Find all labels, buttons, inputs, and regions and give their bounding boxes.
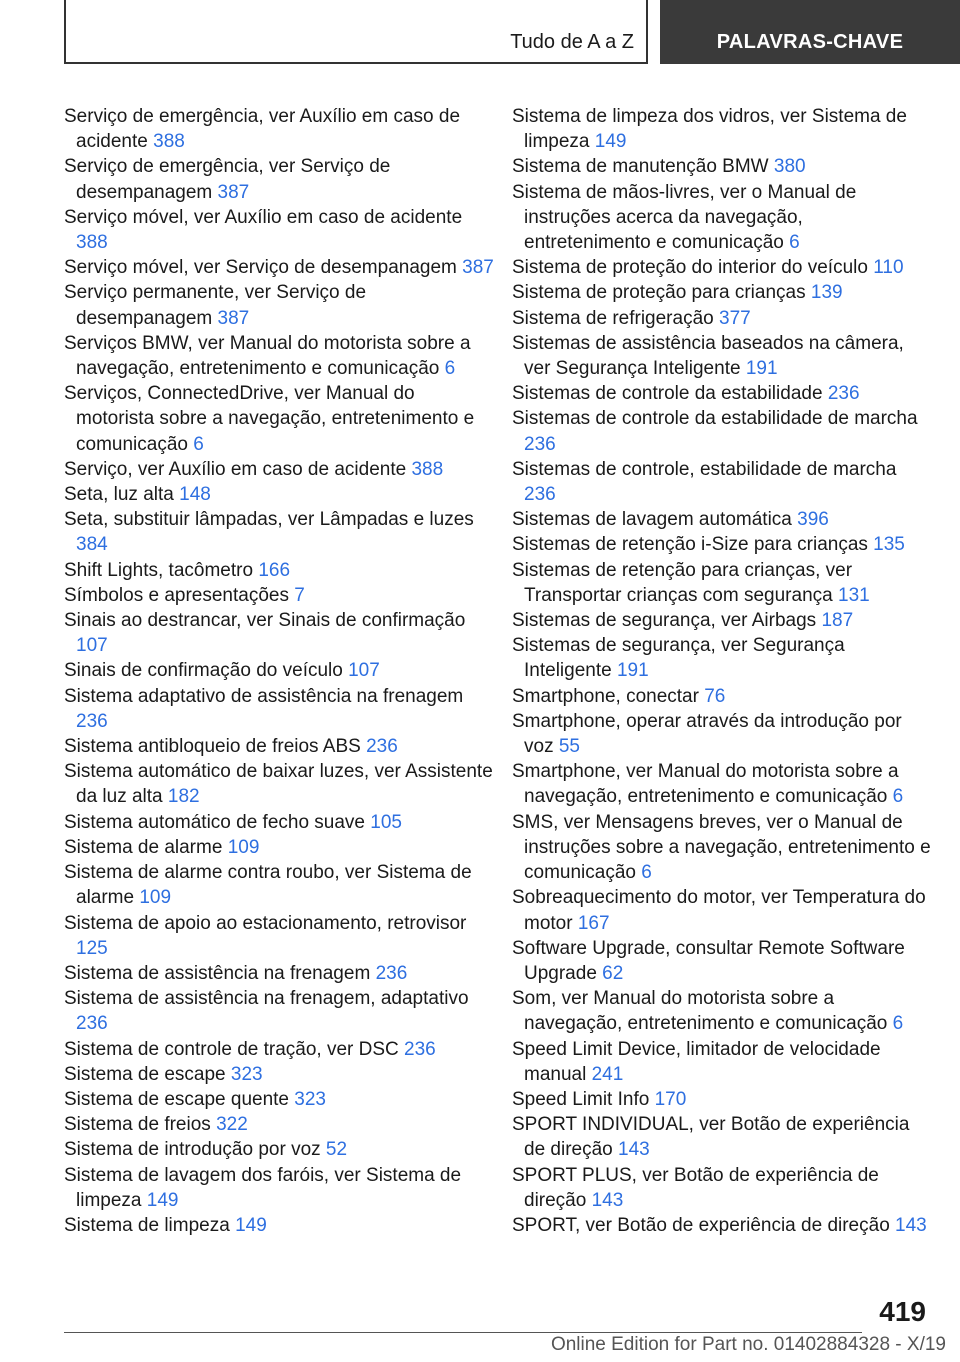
index-entry-text: Sistemas de controle, estabilidade de marcha: [512, 458, 897, 480]
index-entry: [512, 331, 932, 381]
index-entry-text: Sistema de proteção do interior do veículo: [512, 257, 868, 279]
index-entry-text: Speed Limit Device, limitador de velocidade manual: [512, 1038, 881, 1085]
index-entry: [64, 684, 494, 734]
page-reference-link[interactable]: 182: [167, 786, 200, 808]
page-reference-link[interactable]: 236: [366, 736, 398, 758]
index-entry: [512, 1213, 932, 1238]
index-entry: [512, 810, 932, 886]
index-entry: [512, 709, 932, 759]
index-entry-text: Sistema de alarme: [64, 836, 223, 858]
index-entry: [64, 911, 494, 961]
index-entry-text: Sinais ao destrancar, ver Sinais de confirmação: [64, 610, 466, 632]
index-entry: [64, 860, 494, 910]
index-entry: [512, 406, 932, 456]
index-column-right: [512, 104, 932, 1238]
index-entry-text: Sistema automático de fecho suave: [64, 811, 366, 833]
index-entry-text: Sistemas de retenção i-Size para crianças: [512, 534, 868, 556]
index-entry: [64, 482, 494, 507]
index-entry-text: Shift Lights, tacômetro: [64, 559, 254, 581]
page-reference-link[interactable]: 6: [444, 358, 456, 380]
page-reference-link[interactable]: 323: [294, 1088, 326, 1110]
index-entry: [512, 759, 932, 809]
index-entry: [64, 759, 494, 809]
page-reference-link[interactable]: 191: [616, 660, 649, 682]
index-entry: [64, 1037, 494, 1062]
index-entry-text: Serviço móvel, ver Auxílio em caso de acidente: [64, 206, 463, 228]
index-entry: [512, 558, 932, 608]
page-reference-link[interactable]: 148: [179, 484, 211, 506]
index-entry-text: Sistema de assistência na frenagem, adaptativo: [64, 988, 469, 1010]
page-reference-link[interactable]: 149: [235, 1214, 267, 1236]
index-entry: [512, 306, 932, 331]
index-entry-text: Sistemas de segurança, ver Segurança Inteligente: [512, 635, 845, 682]
index-entry-text: Sistemas de retenção para crianças, ver Transportar crianças com segurança: [512, 559, 853, 606]
index-entry-text: Serviço permanente, ver Serviço de desempanagem: [64, 282, 367, 329]
index-entry-text: Sistema de assistência na frenagem: [64, 962, 371, 984]
page-reference-link[interactable]: 143: [618, 1139, 650, 1161]
index-entry-text: Serviço de emergência, ver Auxílio em caso de acidente: [64, 106, 461, 153]
page-reference-link[interactable]: 143: [591, 1189, 624, 1211]
index-entry-text: Sistemas de controle da estabilidade: [512, 383, 823, 405]
page-reference-link[interactable]: 125: [76, 937, 108, 959]
index-entry-text: Símbolos e apresentações: [64, 584, 289, 606]
index-entry: [512, 457, 932, 507]
index-entry: [64, 1137, 494, 1162]
page-reference-link[interactable]: 143: [895, 1214, 927, 1236]
index-entry: [64, 331, 494, 381]
page-reference-link[interactable]: 377: [719, 307, 751, 329]
page-reference-link[interactable]: 170: [654, 1088, 687, 1110]
page-reference-link[interactable]: 236: [827, 383, 860, 405]
index-entry-text: Sistema de refrigeração: [512, 307, 714, 329]
index-entry: [64, 734, 494, 759]
index-entry: [64, 658, 494, 683]
page-reference-link[interactable]: 236: [76, 710, 108, 732]
index-entry-text: Seta, luz alta: [64, 484, 174, 506]
page-reference-link[interactable]: 384: [76, 534, 108, 556]
index-entry: [64, 1087, 494, 1112]
index-entry: [512, 936, 932, 986]
page-reference-link[interactable]: 187: [821, 610, 854, 632]
page-reference-link[interactable]: 6: [892, 786, 904, 808]
index-entry: [512, 104, 932, 154]
index-entry: [64, 280, 494, 330]
page-reference-link[interactable]: 236: [404, 1038, 436, 1060]
index-entry: [512, 1112, 932, 1162]
index-entry: [64, 835, 494, 860]
index-entry-text: Sistema adaptativo de assistência na frenagem: [64, 685, 464, 707]
page-reference-link[interactable]: 387: [217, 181, 250, 203]
index-entry: [512, 507, 932, 532]
page-reference-link[interactable]: 52: [325, 1139, 348, 1161]
index-entry-text: Smartphone, conectar: [512, 685, 699, 707]
footer-divider: [64, 1332, 862, 1333]
index-entry: [512, 381, 932, 406]
index-entry: [512, 1163, 932, 1213]
index-entry-text: Serviço de emergência, ver Serviço de desempanagem: [64, 156, 391, 203]
page-reference-link[interactable]: 131: [838, 584, 870, 606]
index-entry: [512, 986, 932, 1036]
index-entry: [64, 255, 494, 280]
header-tab-keywords: PALAVRAS-CHAVE: [660, 0, 960, 64]
index-entry-text: Sistema de manutenção BMW: [512, 156, 769, 178]
page-reference-link[interactable]: 236: [76, 1013, 108, 1035]
index-entry-text: Sistemas de lavagem automática: [512, 509, 792, 531]
index-entry-text: Sistema automático de baixar luzes, ver Assistente da luz alta: [64, 761, 493, 808]
index-entry: [64, 810, 494, 835]
page-reference-link[interactable]: 110: [873, 257, 904, 279]
index-entry: [512, 633, 932, 683]
index-entry: [64, 961, 494, 986]
page-reference-link[interactable]: 236: [524, 484, 556, 506]
index-entry: [64, 1112, 494, 1137]
page-reference-link[interactable]: 236: [524, 433, 556, 455]
index-entry-text: Sistema de apoio ao estacionamento, retrovisor: [64, 912, 467, 934]
index-entry: [512, 1087, 932, 1112]
index-entry-text: Sistema de limpeza dos vidros, ver Sistema de limpeza: [512, 106, 907, 153]
index-entry: [64, 104, 494, 154]
index-entry: [64, 986, 494, 1036]
index-entry-text: Sistema antibloqueio de freios ABS: [64, 736, 361, 758]
page-reference-link[interactable]: 166: [258, 559, 291, 581]
index-entry: [64, 205, 494, 255]
index-entry-text: Sistema de mãos-livres, ver o Manual de instruções acerca da navegação, entretenimento e comunicação: [512, 181, 857, 254]
index-entry: [64, 1213, 494, 1238]
page-reference-link[interactable]: 396: [797, 509, 829, 531]
page-reference-link[interactable]: 388: [411, 458, 444, 480]
page-reference-link[interactable]: 167: [577, 912, 610, 934]
index-entry: [512, 154, 932, 179]
index-entry: [512, 255, 932, 280]
index-entry: [512, 1037, 932, 1087]
page-reference-link[interactable]: 323: [230, 1063, 263, 1085]
index-entry-text: Som, ver Manual do motorista sobre a navegação, entretenimento e comunicação: [512, 988, 888, 1035]
page-reference-link[interactable]: 55: [558, 736, 580, 758]
page-reference-link[interactable]: 76: [704, 685, 726, 707]
index-entry-text: Smartphone, ver Manual do motorista sobre a navegação, entretenimento e comunicação: [512, 761, 899, 808]
index-entry-text: Serviço móvel, ver Serviço de desempanagem: [64, 257, 457, 279]
page-reference-link[interactable]: 109: [227, 836, 260, 858]
page-reference-link[interactable]: 6: [641, 862, 652, 884]
index-entry-text: Sistema de limpeza: [64, 1214, 230, 1236]
index-entry-text: Sistema de escape quente: [64, 1088, 289, 1110]
index-entry-text: Software Upgrade, consultar Remote Software Upgrade: [512, 937, 905, 984]
index-entry-text: Sistema de controle de tração, ver DSC: [64, 1038, 399, 1060]
index-entry: [64, 507, 494, 557]
page-reference-link[interactable]: 6: [892, 1013, 904, 1035]
index-entry-text: SMS, ver Mensagens breves, ver o Manual de instruções sobre a navegação, entretenimento e comunicação: [512, 811, 931, 884]
page-reference-link[interactable]: 236: [375, 962, 408, 984]
page-reference-link[interactable]: 105: [370, 811, 402, 833]
page-reference-link[interactable]: 135: [873, 534, 905, 556]
page-reference-link[interactable]: 241: [591, 1063, 624, 1085]
footer-edition: Online Edition for Part no. 01402884328 - X/19: [550, 1334, 946, 1355]
page-reference-link[interactable]: 322: [216, 1114, 248, 1136]
index-entry-text: Sistema de proteção para crianças: [512, 282, 806, 304]
index-entry-text: Serviço, ver Auxílio em caso de acidente: [64, 458, 407, 480]
page-reference-link[interactable]: 387: [462, 257, 494, 279]
page-reference-link[interactable]: 107: [76, 635, 108, 657]
index-entry-text: Sistemas de segurança, ver Airbags: [512, 610, 817, 632]
index-entry-text: SPORT PLUS, ver Botão de experiência de direção: [512, 1164, 879, 1211]
index-entry-text: Sistema de lavagem dos faróis, ver Sistema de limpeza: [64, 1164, 462, 1211]
index-entry: [64, 1062, 494, 1087]
index-entry-text: Sistemas de assistência baseados na câmera, ver Segurança Inteligente: [512, 332, 904, 380]
index-entry: [64, 583, 494, 608]
page-reference-link[interactable]: 380: [773, 156, 806, 178]
index-entry-text: Serviços BMW, ver Manual do motorista sobre a navegação, entretenimento e comunicação: [64, 332, 471, 380]
index-entry-text: Sinais de confirmação do veículo: [64, 660, 343, 682]
index-entry-text: SPORT INDIVIDUAL, ver Botão de experiência de direção: [512, 1114, 910, 1161]
index-entry: [64, 608, 494, 658]
index-entry-text: SPORT, ver Botão de experiência de direção: [512, 1214, 890, 1236]
page-reference-link[interactable]: 139: [810, 282, 843, 304]
index-entry: [512, 684, 932, 709]
index-entry: [64, 558, 494, 583]
index-entry-text: Speed Limit Info: [512, 1088, 650, 1110]
page-reference-link[interactable]: 387: [217, 307, 250, 329]
index-entry: [512, 180, 932, 256]
index-entry-text: Sistema de introdução por voz: [64, 1139, 321, 1161]
page-reference-link[interactable]: 109: [139, 887, 172, 909]
page-reference-link[interactable]: 107: [348, 660, 380, 682]
page-reference-link[interactable]: 149: [146, 1189, 179, 1211]
index-entry: [512, 280, 932, 305]
index-entry-text: Sobreaquecimento do motor, ver Temperatura do motor: [512, 887, 926, 934]
section-title: Tudo de A a Z: [510, 31, 634, 53]
page-reference-link[interactable]: 62: [602, 962, 624, 984]
index-entry: [64, 381, 494, 457]
page-reference-link[interactable]: 388: [76, 232, 108, 254]
page-reference-link[interactable]: 191: [745, 358, 778, 380]
index-entry-text: Sistema de escape: [64, 1063, 226, 1085]
index-entry: [512, 885, 932, 935]
index-entry: [512, 608, 932, 633]
index-entry-text: Serviços, ConnectedDrive, ver Manual do motorista sobre a navegação, entretenimento e comunicação: [64, 383, 475, 455]
page-reference-link[interactable]: 388: [153, 131, 185, 153]
index-entry-text: Sistema de freios: [64, 1114, 211, 1136]
page-reference-link[interactable]: 6: [789, 232, 800, 254]
page-reference-link[interactable]: 6: [193, 433, 204, 455]
index-entry: [64, 457, 494, 482]
index-entry-text: Sistema de alarme contra roubo, ver Sistema de alarme: [64, 862, 472, 909]
index-entry-text: Sistemas de controle da estabilidade de marcha: [512, 408, 918, 430]
page-number: 419: [879, 1296, 926, 1327]
index-entry: [64, 154, 494, 204]
index-entry-text: Seta, substituir lâmpadas, ver Lâmpadas e luzes: [64, 509, 474, 531]
index-entry: [512, 532, 932, 557]
index-entry: [64, 1163, 494, 1213]
page-reference-link[interactable]: 149: [594, 131, 627, 153]
page-reference-link[interactable]: 7: [294, 584, 305, 606]
index-entry-text: Smartphone, operar através da introdução por voz: [512, 710, 902, 758]
index-column-left: [64, 104, 494, 1238]
